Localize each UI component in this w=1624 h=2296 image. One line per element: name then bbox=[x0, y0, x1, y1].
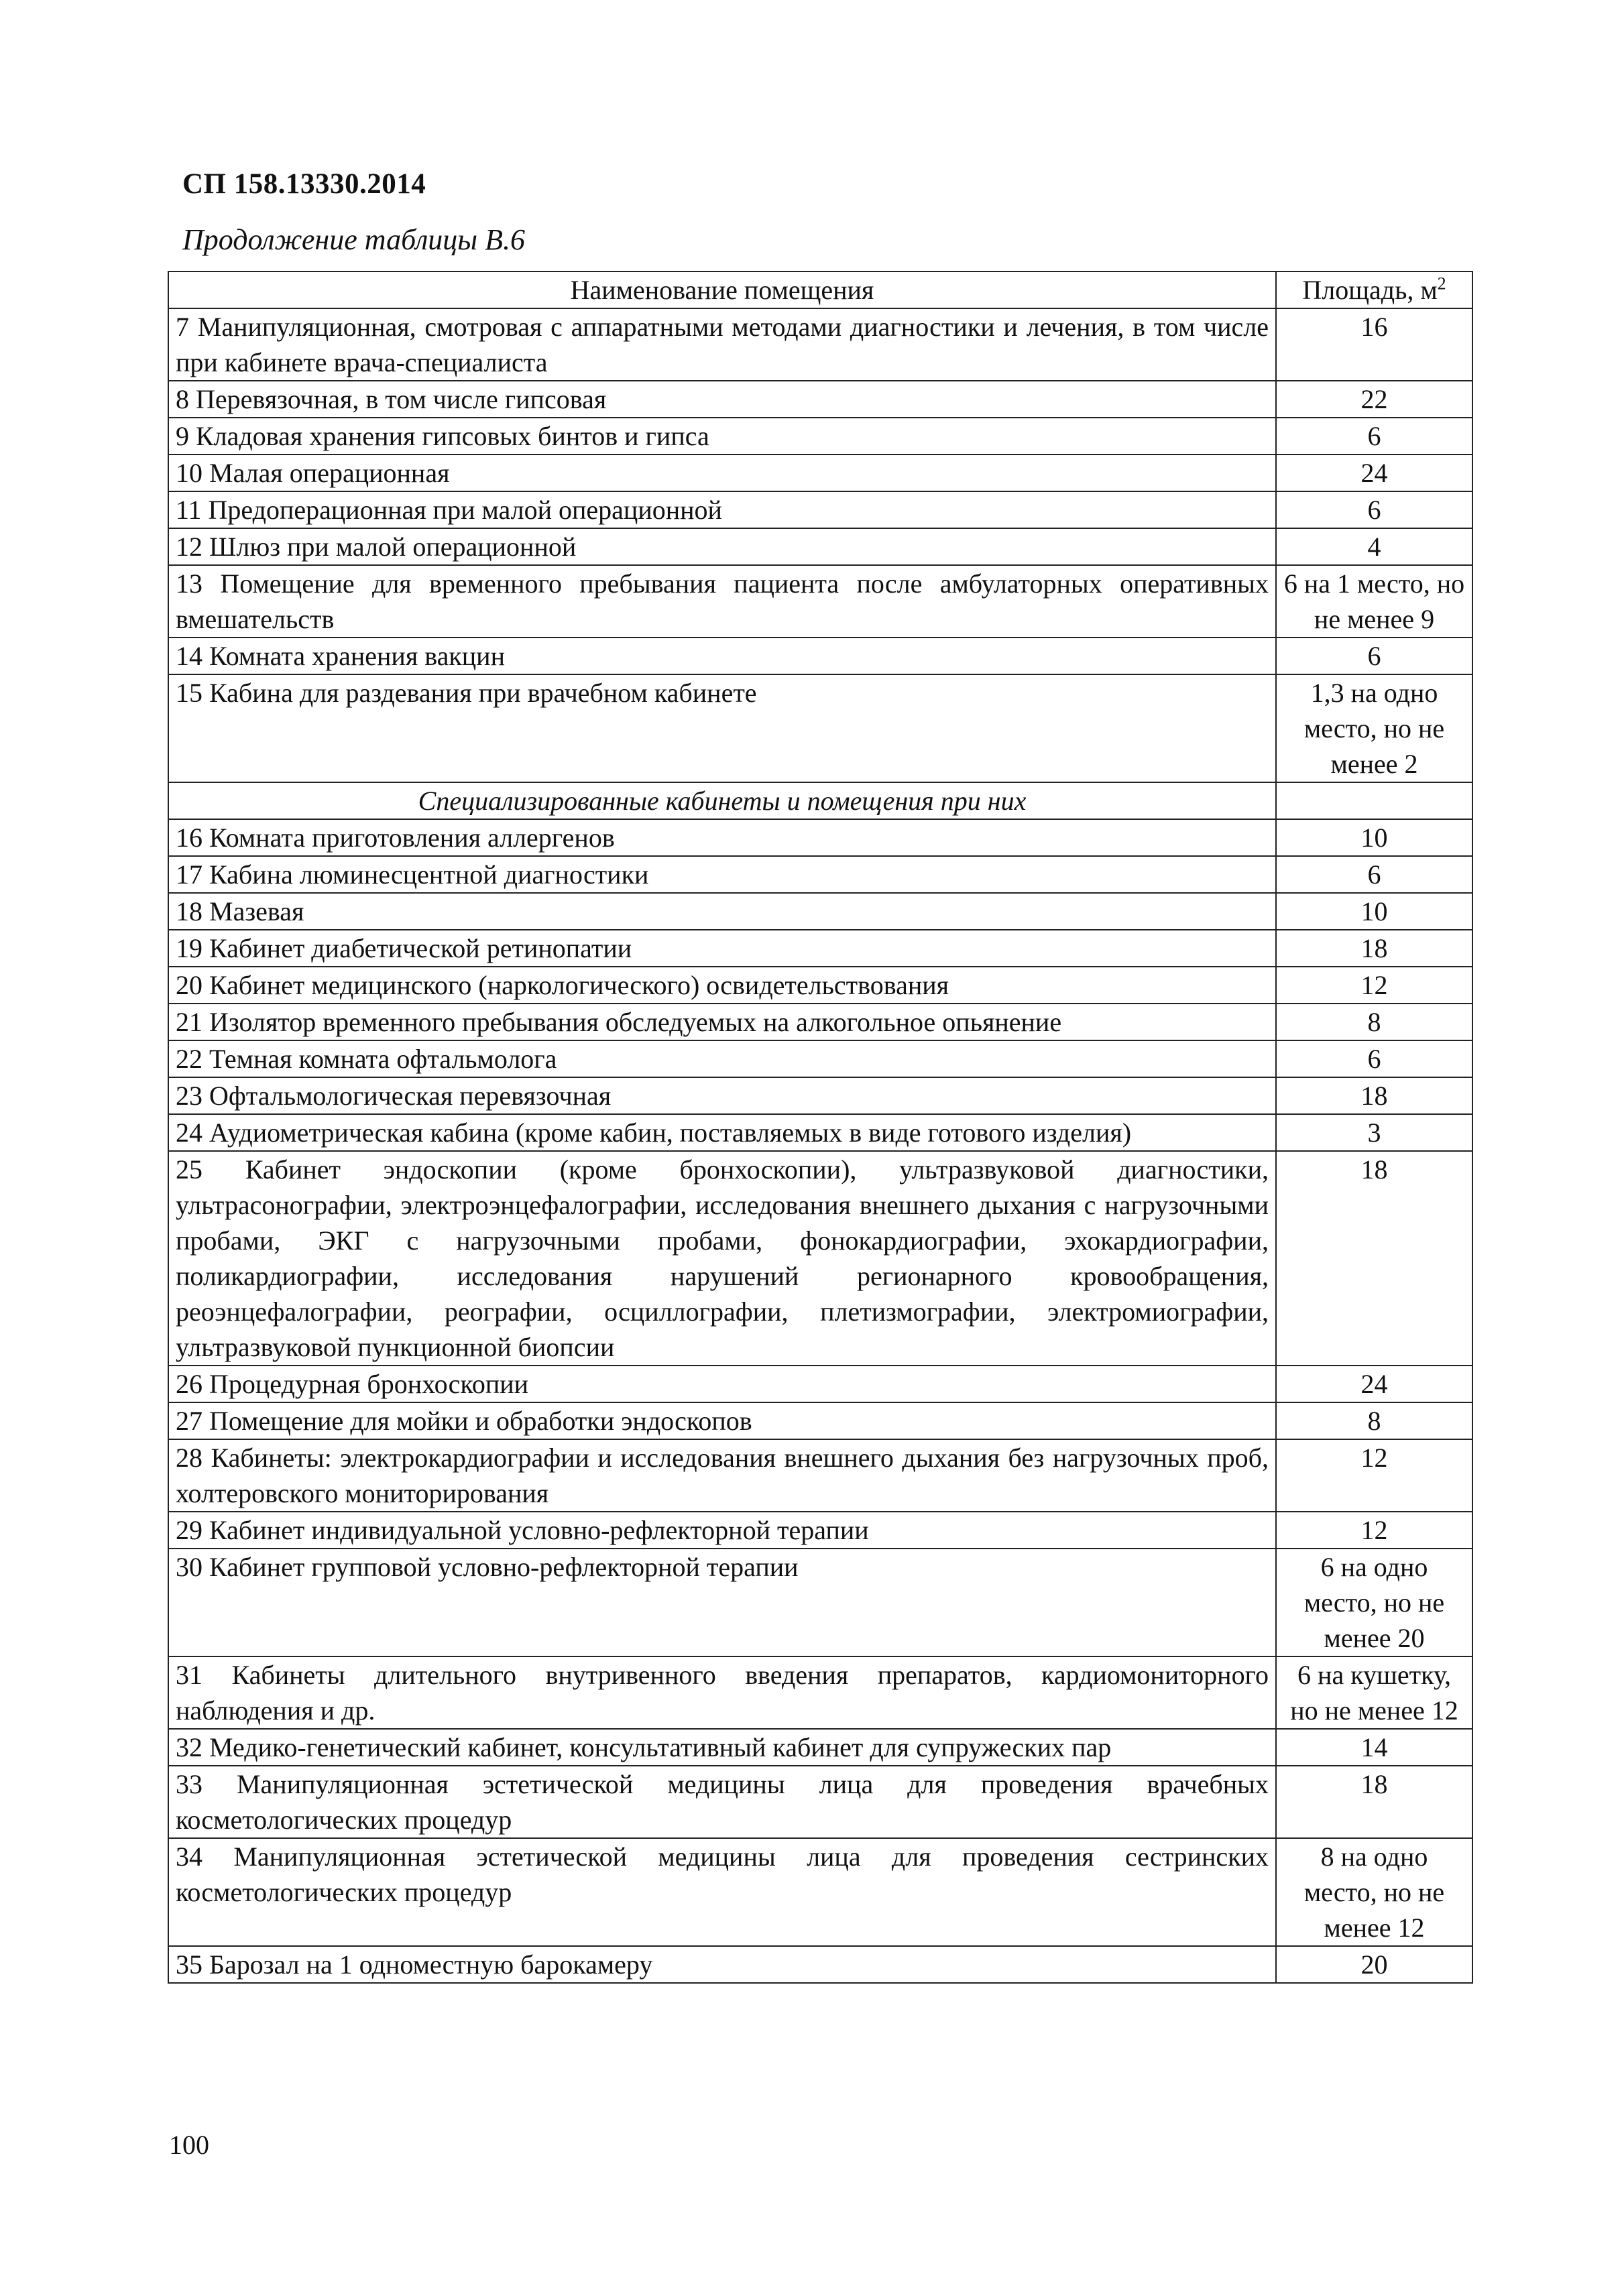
room-area-cell: 10 bbox=[1276, 819, 1472, 856]
room-area-cell: 24 bbox=[1276, 455, 1472, 491]
table-row bbox=[168, 455, 1472, 491]
table-row bbox=[168, 1512, 1472, 1549]
room-name-cell: 23 Офтальмологическая перевязочная bbox=[168, 1077, 1276, 1114]
room-name-cell: 14 Комната хранения вакцин bbox=[168, 638, 1276, 674]
room-area-cell: 6 bbox=[1276, 638, 1472, 674]
table-row bbox=[168, 819, 1472, 856]
room-name-cell: 24 Аудиометрическая кабина (кроме кабин, поставляемых в виде готового изделия) bbox=[168, 1114, 1276, 1151]
rooms-area-table bbox=[168, 271, 1473, 1984]
section-header-row bbox=[168, 782, 1472, 819]
table-row bbox=[168, 1004, 1472, 1040]
table-row bbox=[168, 967, 1472, 1004]
room-area-cell: 14 bbox=[1276, 1729, 1472, 1766]
room-name-cell: 33 Манипуляционная эстетической медицины лица для проведения врачебных косметологических процедур bbox=[168, 1766, 1276, 1838]
table-row bbox=[168, 1040, 1472, 1077]
room-name-cell: 8 Перевязочная, в том числе гипсовая bbox=[168, 381, 1276, 418]
table-row bbox=[168, 381, 1472, 418]
table-section bbox=[168, 782, 1472, 819]
table-body-general bbox=[168, 308, 1472, 782]
room-name-cell: 27 Помещение для мойки и обработки эндоскопов bbox=[168, 1402, 1276, 1439]
room-area-cell: 1,3 на одно место, но не менее 2 bbox=[1276, 674, 1472, 782]
room-area-cell: 6 bbox=[1276, 856, 1472, 893]
room-name-cell: 29 Кабинет индивидуальной условно-рефлекторной терапии bbox=[168, 1512, 1276, 1549]
room-area-cell: 22 bbox=[1276, 381, 1472, 418]
table-row bbox=[168, 1946, 1472, 1983]
room-area-cell: 18 bbox=[1276, 1151, 1472, 1366]
room-area-cell: 6 bbox=[1276, 491, 1472, 528]
table-row bbox=[168, 1366, 1472, 1402]
room-name-cell: 25 Кабинет эндоскопии (кроме бронхоскопии), ультразвуковой диагностики, ультрасонографии, электроэнцефалографии, исследования внешнего дыхания с нагрузочными пробами, ЭКГ с нагрузочными пробами, фонокардиографии, эхокардиографии, поликардиографии, исследования нарушений регионарного кровообращения, реоэнцефалографии, реографии, осциллографии, плетизмографии, электромиографии, ультразвуковой пункционной биопсии bbox=[168, 1151, 1276, 1366]
room-area-cell: 6 на одно место, но не менее 20 bbox=[1276, 1549, 1472, 1656]
table-row bbox=[168, 1766, 1472, 1838]
room-area-cell: 18 bbox=[1276, 1077, 1472, 1114]
table-row bbox=[168, 1151, 1472, 1366]
room-name-cell: 7 Манипуляционная, смотровая с аппаратными методами диагностики и лечения, в том числе при кабинете врача-специалиста bbox=[168, 308, 1276, 381]
room-name-cell: 20 Кабинет медицинского (наркологического) освидетельствования bbox=[168, 967, 1276, 1004]
room-area-cell: 20 bbox=[1276, 1946, 1472, 1983]
room-area-cell: 24 bbox=[1276, 1366, 1472, 1402]
table-row bbox=[168, 1077, 1472, 1114]
room-area-cell: 4 bbox=[1276, 528, 1472, 565]
room-name-cell: 15 Кабина для раздевания при врачебном кабинете bbox=[168, 674, 1276, 782]
table-header-row bbox=[168, 271, 1472, 308]
room-area-cell: 3 bbox=[1276, 1114, 1472, 1151]
room-name-cell: 11 Предоперационная при малой операционной bbox=[168, 491, 1276, 528]
room-name-cell: 9 Кладовая хранения гипсовых бинтов и гипса bbox=[168, 418, 1276, 455]
table-row bbox=[168, 1402, 1472, 1439]
table-row bbox=[168, 1656, 1472, 1729]
column-header-room-name: Наименование помещения bbox=[168, 271, 1276, 308]
room-name-cell: 19 Кабинет диабетической ретинопатии bbox=[168, 930, 1276, 967]
room-name-cell: 13 Помещение для временного пребывания пациента после амбулаторных оперативных вмешательств bbox=[168, 565, 1276, 638]
room-area-cell: 12 bbox=[1276, 967, 1472, 1004]
room-name-cell: 31 Кабинеты длительного внутривенного введения препаратов, кардиомониторного наблюдения и др. bbox=[168, 1656, 1276, 1729]
table-row bbox=[168, 1439, 1472, 1512]
room-area-cell: 6 bbox=[1276, 1040, 1472, 1077]
room-name-cell: 28 Кабинеты: электрокардиографии и исследования внешнего дыхания без нагрузочных проб, холтеровского мониторирования bbox=[168, 1439, 1276, 1512]
table-row bbox=[168, 893, 1472, 930]
room-name-cell: 16 Комната приготовления аллергенов bbox=[168, 819, 1276, 856]
table-continuation-caption: Продолжение таблицы В.6 bbox=[182, 223, 525, 256]
column-header-area: Площадь, $м^2$ bbox=[1276, 271, 1472, 308]
room-name-cell: 32 Медико-генетический кабинет, консультативный кабинет для супружеских пар bbox=[168, 1729, 1276, 1766]
room-area-cell: 18 bbox=[1276, 1766, 1472, 1838]
room-name-cell: 18 Мазевая bbox=[168, 893, 1276, 930]
document-code: СП 158.13330.2014 bbox=[182, 168, 426, 200]
room-name-cell: 34 Манипуляционная эстетической медицины лица для проведения сестринских косметологических процедур bbox=[168, 1838, 1276, 1946]
table-row bbox=[168, 1838, 1472, 1946]
room-name-cell: 17 Кабина люминесцентной диагностики bbox=[168, 856, 1276, 893]
room-area-cell: 8 на одно место, но не менее 12 bbox=[1276, 1838, 1472, 1946]
table-row bbox=[168, 418, 1472, 455]
room-name-cell: 30 Кабинет групповой условно-рефлекторной терапии bbox=[168, 1549, 1276, 1656]
table-row bbox=[168, 565, 1472, 638]
room-name-cell: 21 Изолятор временного пребывания обследуемых на алкогольное опьянение bbox=[168, 1004, 1276, 1040]
room-area-cell: 6 bbox=[1276, 418, 1472, 455]
room-area-cell: 6 на кушетку, но не менее 12 bbox=[1276, 1656, 1472, 1729]
room-name-cell: 26 Процедурная бронхоскопии bbox=[168, 1366, 1276, 1402]
room-name-cell: 10 Малая операционная bbox=[168, 455, 1276, 491]
section-area-empty bbox=[1276, 782, 1472, 819]
page-number: 100 bbox=[169, 2130, 209, 2160]
table-row bbox=[168, 930, 1472, 967]
table-row bbox=[168, 856, 1472, 893]
table-row bbox=[168, 638, 1472, 674]
table-body-specialized bbox=[168, 819, 1472, 1983]
table-row bbox=[168, 1729, 1472, 1766]
room-area-cell: 18 bbox=[1276, 930, 1472, 967]
table-row bbox=[168, 674, 1472, 782]
table-row bbox=[168, 491, 1472, 528]
area-unit-superscript: 2 bbox=[1437, 274, 1446, 294]
room-area-cell: 8 bbox=[1276, 1402, 1472, 1439]
room-name-cell: 35 Барозал на 1 одноместную барокамеру bbox=[168, 1946, 1276, 1983]
table-row bbox=[168, 1114, 1472, 1151]
room-name-cell: 12 Шлюз при малой операционной bbox=[168, 528, 1276, 565]
room-name-cell: 22 Темная комната офтальмолога bbox=[168, 1040, 1276, 1077]
room-area-cell: 6 на 1 место, но не менее 9 bbox=[1276, 565, 1472, 638]
table-row bbox=[168, 528, 1472, 565]
room-area-cell: 12 bbox=[1276, 1439, 1472, 1512]
room-area-cell: 10 bbox=[1276, 893, 1472, 930]
table-row bbox=[168, 308, 1472, 381]
room-area-cell: 12 bbox=[1276, 1512, 1472, 1549]
table-row bbox=[168, 1549, 1472, 1656]
section-title: Специализированные кабинеты и помещения при них bbox=[168, 782, 1276, 819]
room-area-cell: 16 bbox=[1276, 308, 1472, 381]
room-area-cell: 8 bbox=[1276, 1004, 1472, 1040]
